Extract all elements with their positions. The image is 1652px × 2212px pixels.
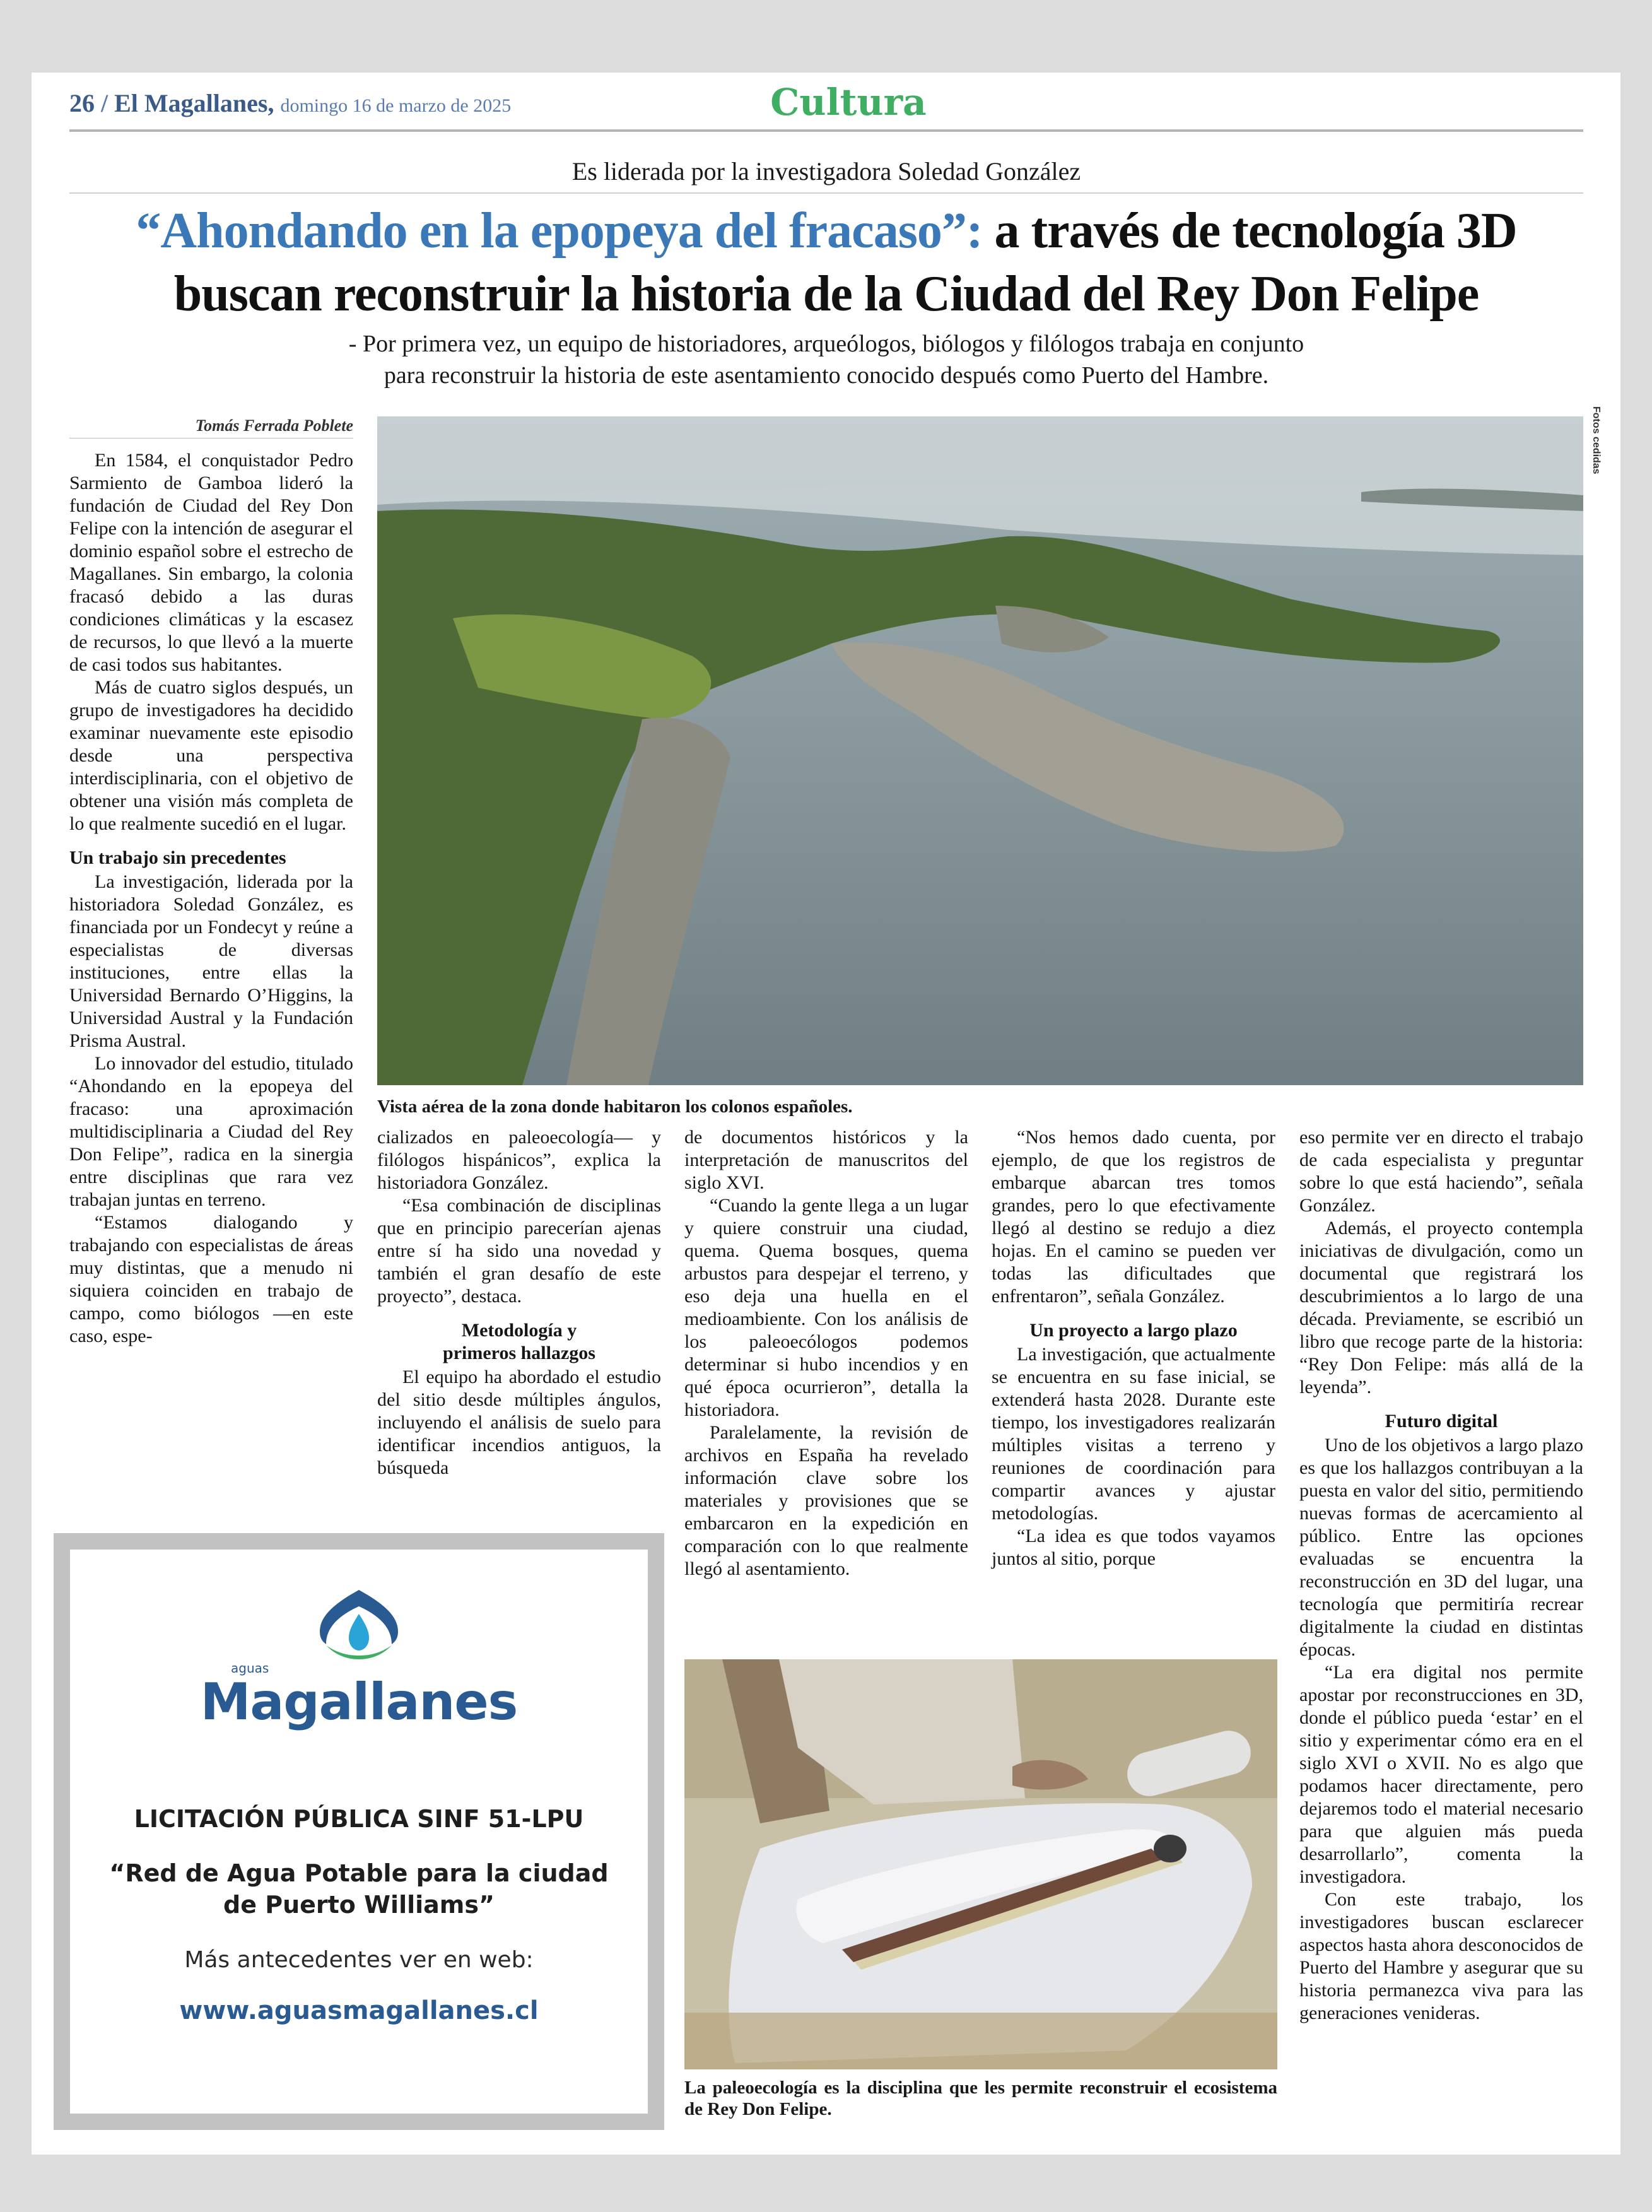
- column-2: [377, 1126, 661, 1480]
- photo-caption-2: La paleoecología es la disciplina que les permite reconstruir el ecosistema de Rey Don Felipe.: [684, 2078, 1277, 2119]
- page-folio: [69, 88, 511, 118]
- headline-part-2: buscan reconstruir la historia de la Ciudad del Rey Don Felipe: [173, 266, 1479, 322]
- article-subhead: [189, 328, 1463, 391]
- paragraph: Además, el proyecto contempla iniciativas de divulgación, como un documental que registrará los descubrimientos a lo largo de una década. Previamente, se escribió un libro que recoge parte de la historia: “Rey Don Felipe: más allá de la leyenda”.: [1299, 1218, 1583, 1397]
- paragraph: Más de cuatro siglos después, un grupo de investigadores ha decidido examinar nuevamente este episodio desde una perspectiva interdisciplinaria, con el objetivo de obtener una visión más completa de lo que realmente sucedió en el lugar.: [69, 677, 353, 834]
- header-rule: [69, 129, 1583, 132]
- headline-quote: “Ahondando en la epopeya del fracaso”:: [136, 203, 983, 259]
- paleoecology-photo-illustration: [684, 1659, 1277, 2069]
- paragraph: de documentos históricos y la interpretación de manuscritos del siglo XVI.: [684, 1127, 968, 1193]
- ad-project-name: “Red de Agua Potable para la ciudad de Puerto Williams”: [109, 1859, 609, 1919]
- column-3: [684, 1126, 968, 1580]
- section-title: Cultura: [770, 81, 927, 124]
- column-4: [992, 1126, 1275, 1570]
- column-1: [69, 449, 353, 1348]
- paragraph: La investigación, que actualmente se encuentra en su fase inicial, se extenderá hasta 2028. Durante este tiempo, los investigadores realizarán múltiples visitas a terreno y reuniones de coordinación para compartir avances y ajustar metodologías.: [992, 1344, 1275, 1524]
- paragraph: Lo innovador del estudio, titulado “Ahondando en la epopeya del fracaso: una aproximación multidisciplinaria a Ciudad del Rey Don Felipe”, radica en la sinergia entre disciplinas que rara vez trabajan juntas en terreno.: [69, 1053, 353, 1210]
- subheading: Un trabajo sin precedentes: [69, 847, 286, 868]
- photo-credit: Fotos cedidas: [1591, 406, 1602, 474]
- ad-panel: [70, 1550, 648, 2114]
- aerial-photo-illustration: [377, 416, 1583, 1085]
- article-kicker: Es liderada por la investigadora Soledad González: [571, 157, 1081, 185]
- photo-caption-1: Vista aérea de la zona donde habitaron los colonos españoles.: [377, 1097, 853, 1117]
- paragraph: “La idea es que todos vayamos juntos al sitio, porque: [992, 1526, 1275, 1569]
- paragraph: eso permite ver en directo el trabajo de cada especialista y preguntar sobre lo que está haciendo”, señala González.: [1299, 1127, 1583, 1216]
- ad-logo-wordmark: Magallanes: [200, 1673, 518, 1731]
- subheading: Metodología y primeros hallazgos: [443, 1320, 595, 1363]
- kicker-rule: [69, 192, 1583, 194]
- column-5: [1299, 1126, 1583, 2025]
- subheading: Futuro digital: [1385, 1411, 1498, 1432]
- paragraph: cializados en paleoecología— y filólogos hispánicos”, explica la historiadora González.: [377, 1127, 661, 1193]
- issue-date: domingo 16 de marzo de 2025: [280, 95, 512, 116]
- article-headline: [69, 199, 1583, 326]
- water-drop-logo-icon: [317, 1587, 401, 1663]
- ad-website-link[interactable]: www.aguasmagallanes.cl: [179, 1996, 539, 2025]
- paragraph: “Esa combinación de disciplinas que en principio parecerían ajenas entre sí ha sido una novedad y también el gran desafío de este proyecto”, destaca.: [377, 1195, 661, 1307]
- byline: Tomás Ferrada Poblete: [69, 416, 353, 438]
- ad-title: LICITACIÓN PÚBLICA SINF 51-LPU: [134, 1805, 584, 1833]
- paragraph: “Nos hemos dado cuenta, por ejemplo, de que los registros de embarque abarcan tres tomos grandes, pero lo que efectivamente llegó al destino se redujo a diez hojas. En el camino se pueden ver todas las dificultades que enfrentaron”, señala González.: [992, 1127, 1275, 1307]
- subheading: Un proyecto a largo plazo: [1029, 1320, 1238, 1341]
- paragraph: “La era digital nos permite apostar por reconstrucciones en 3D, donde el público pueda ‘estar’ en el sitio y experimentar cómo era en el siglo XVI o XVII. No es algo que podamos hacer directamente, pero dejaremos todo el material necesario para que alguien más pueda desarrollarlo”, comenta la investigadora.: [1299, 1662, 1583, 1887]
- page-header: [69, 81, 1583, 132]
- subhead-line-1: - Por primera vez, un equipo de historiadores, arqueólogos, biólogos y filólogos trabaja en conjunto: [348, 331, 1304, 357]
- paragraph: Con este trabajo, los investigadores buscan esclarecer aspectos hasta ahora desconocidos de Puerto del Hambre y asegurar que su historia permanezca viva para las generaciones venideras.: [1299, 1889, 1583, 2023]
- paragraph: Uno de los objetivos a largo plazo es que los hallazgos contribuyan a la puesta en valor del sitio, permitiendo nuevas formas de acercamiento al público. Entre las opciones evaluadas se encuentra la reconstrucción en 3D del lugar, una tecnología que permitiría recrear digitalmente la ciudad en distintas épocas.: [1299, 1435, 1583, 1660]
- ad-logo-prefix: aguas: [231, 1661, 269, 1676]
- folio-separator: /: [101, 89, 108, 117]
- paragraph: El equipo ha abordado el estudio del sitio desde múltiples ángulos, incluyendo el análisis de suelo para identificar incendios antiguos, la búsqueda: [377, 1367, 661, 1478]
- paragraph: En 1584, el conquistador Pedro Sarmiento de Gamboa lideró la fundación de Ciudad del Rey Don Felipe con la intención de asegurar el dominio español sobre el estrecho de Magallanes. Sin embargo, la colonia fracasó debido a las duras condiciones climáticas y la escasez de recursos, lo que llevó a la muerte de casi todos sus habitantes.: [69, 450, 353, 675]
- paragraph: Paralelamente, la revisión de archivos en España ha revelado información clave sobre los materiales y provisiones que se embarcaron en la expedición en comparación con lo que realmente llegó al asentamiento.: [684, 1422, 968, 1579]
- paragraph: La investigación, liderada por la historiadora Soledad González, es financiada por un Fondecyt y reúne a especialistas de diversas instituciones, entre ellas la Universidad Bernardo O’Higgins, la Universidad Austral y la Fundación Prisma Austral.: [69, 871, 353, 1051]
- subhead-line-2: para reconstruir la historia de este asentamiento conocido después como Puerto del Hambre.: [384, 362, 1269, 389]
- ad-aguas-magallanes[interactable]: [54, 1533, 664, 2130]
- paper-name: El Magallanes,: [114, 89, 274, 117]
- headline-part-1: a través de tecnología 3D: [982, 203, 1517, 259]
- paleoecology-photo: [684, 1659, 1277, 2069]
- paragraph: “Cuando la gente llega a un lugar y quiere construir una ciudad, quema. Quema bosques, quema arbustos para despejar el terreno, y eso deja una huella en el medioambiente. Con los análisis de los paleoecólogos podemos determinar si hubo incendios y en qué época ocurrieron”, detalla la historiadora.: [684, 1195, 968, 1420]
- paragraph: “Estamos dialogando y trabajando con especialistas de áreas muy distintas, que a menudo ni siquiera coinciden en trabajo de campo, como biólogos —en este caso, espe-: [69, 1212, 353, 1346]
- page-number: 26: [69, 89, 95, 117]
- aerial-coast-photo: [377, 416, 1583, 1085]
- ad-more-info: Más antecedentes ver en web:: [184, 1947, 534, 1973]
